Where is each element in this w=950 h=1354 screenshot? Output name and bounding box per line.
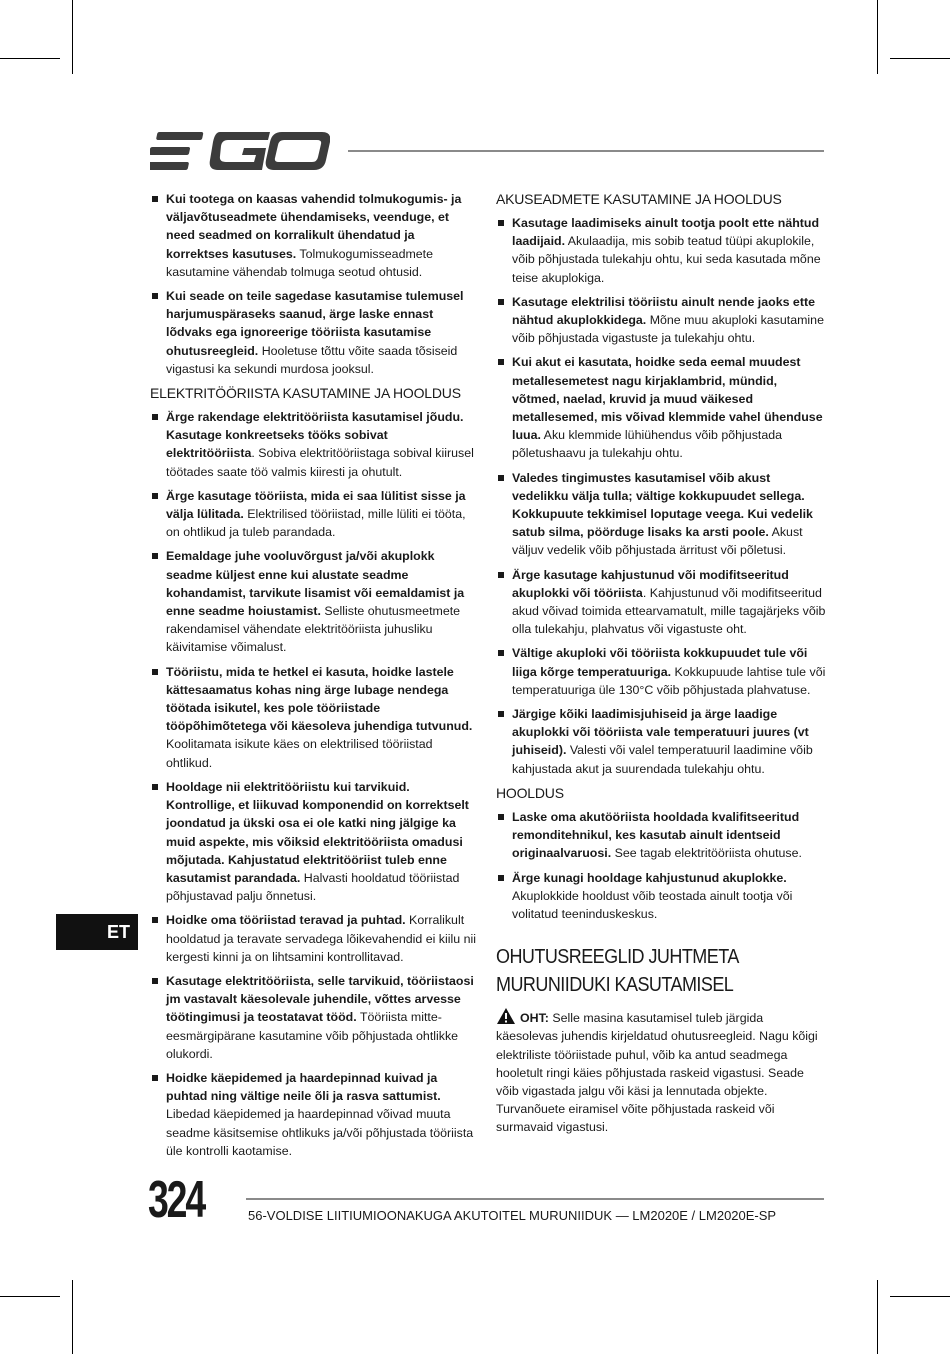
list-item: Kasutage laadimiseks ainult tootja poolt ette nähtud laadijaid. Akulaadija, mis sobib teatud tüüpi akuplokile, võib põhjustada tulekahju ohtu, kui seda kasutada mõne teise akuplokiga. xyxy=(496,214,826,287)
list-item: Kasutage elektritööriista, selle tarvikuid, tööriistaosi jm vastavalt käesolevale juhendile, võttes arvesse töötingimusi ja teostatavat tööd. Tööriista mitte-eesmärgipärane kasutamine võib põhjustada ohtlikke olukordi. xyxy=(150,972,478,1063)
list-item: Laske oma akutööriista hooldada kvalifitseeritud remonditehnikul, kes kasutab ainult identseid originaalvaruosi. See tagab elektritööriista ohutuse. xyxy=(496,808,826,863)
battery-list xyxy=(496,214,826,778)
warning-triangle-icon xyxy=(496,1007,516,1025)
power-tool-list xyxy=(150,408,478,1160)
warning-label: OHT: xyxy=(520,1011,549,1026)
crop-mark xyxy=(0,58,60,59)
header-rule xyxy=(348,150,824,152)
crop-mark xyxy=(0,1296,60,1297)
left-column xyxy=(150,190,478,1166)
crop-mark xyxy=(72,1280,73,1354)
crop-mark xyxy=(72,0,73,74)
list-item: Tööriistu, mida te hetkel ei kasuta, hoidke lastele kättesaamatus kohas ning ärge lubage nendega töötada isikutel, kes pole tööriistade tööpõhimõtetega või käesoleva juhendiga tutvunud. Koolitamata isikute käes on elektrilised tööriistad ohtlikud. xyxy=(150,663,478,772)
section-heading: HOOLDUS xyxy=(496,784,564,801)
crop-mark xyxy=(877,1280,878,1354)
list-item: Hoidke oma tööriistad teravad ja puhtad. Korralikult hooldatud ja teravate servadega lõikevahendid ei kiilu nii kergesti kinni ja on lihtsamini kontrollitavad. xyxy=(150,911,478,966)
service-list xyxy=(496,808,826,923)
list-item: Ärge kasutage tööriista, mida ei saa lülitist sisse ja välja lülitada. Elektrilised tööriistad, mille lüliti ei tööta, on ohtlikud ja tuleb parandada. xyxy=(150,487,478,542)
list-item: Kui tootega on kaasas vahendid tolmukogumis- ja väljavõtuseadmete ühendamiseks, veenduge, et need seadmed on korralikult ühendatud ja korrektses kasutuses. Tolmukogumisseadmete kasutamine vähendab tolmuga seotud ohtusid. xyxy=(150,190,478,281)
list-item: Hooldage nii elektritööriistu kui tarvikuid. Kontrollige, et liikuvad komponendid on korrektselt joondatud ja ükski osa ei ole katki ning jälgige ka muid aspekte, mis võiksid elektritööriista omadusi mõjutada. Kahjustatud elektritööriist tuleb enne kasutamist parandada. Halvasti hooldatud tööriistad põhjustavad palju õnnetusi. xyxy=(150,778,478,905)
list-item: Kui akut ei kasutata, hoidke seda eemal muudest metallesemetest nagu kirjaklambrid, mündid, võtmed, naelad, kruvid ja muud väikesed metallesemed, mis võivad klemmide vahel ühenduse luua. Aku klemmide lühiühendus võib põhjustada põletushaavu ja tulekahju ohtu. xyxy=(496,353,826,462)
mower-safety-heading: OHUTUSREEGLID JUHTMETA MURUNIIDUKI KASUTAMISEL xyxy=(496,946,738,997)
list-item: Eemaldage juhe vooluvõrgust ja/või akuplokk seadme küljest enne kui alustate seadme kohandamist, tarvikute lisamist või eemaldamist ja enne seadme hoiustamist. Selliste ohutusmeetmete rakendamisel vähendate elektritööriista juhusliku käivitamise võimalust. xyxy=(150,547,478,656)
ego-logo xyxy=(150,130,330,172)
page-number: 324 xyxy=(148,1171,204,1229)
list-item: Järgige kõiki laadimisjuhiseid ja ärge laadige akuplokki või tööriista vale temperatuuri juures (vt juhiseid). Valesti või valel temperatuuril laadimine võib kahjustada akut ja suurendada tulekahju ohtu. xyxy=(496,705,826,778)
crop-mark xyxy=(877,0,878,74)
list-item: Kui seade on teile sagedase kasutamise tulemusel harjumuspäraseks saanud, ärge laske ennast lõdvaks ega ignoreerige tööriista kasutamise ohutusreegleid. Hooletuse tõttu võite saada tõsiseid vigastusi ka sekundi murdosa jooksul. xyxy=(150,287,478,378)
section-heading: ELEKTRITÖÖRIISTA KASUTAMINE JA HOOLDUS xyxy=(150,385,461,402)
list-item: Ärge rakendage elektritööriista kasutamisel jõudu. Kasutage konkreetseks tööks sobivat elektritööriista. Sobiva elektritööriistaga sobival kiirusel töötades saate töö valmis kiiresti ja ohutult. xyxy=(150,408,478,481)
list-item: Hoidke käepidemed ja haardepinnad kuivad ja puhtad ning vältige neile õli ja rasva sattumist. Libedad käepidemed ja haardepinnad võivad muuta seadme käsitsemise ohtlikuks ja/või põhjustada tööriista üle kontrolli kaotamise. xyxy=(150,1069,478,1160)
list-item: Ärge kunagi hooldage kahjustunud akuplokke. Akuplokkide hooldust võib teostada ainult tootja või volitatud teeninduskeskus. xyxy=(496,869,826,924)
language-tab: ET xyxy=(56,914,138,950)
footer-text: 56-VOLDISE LIITIUMIOONAKUGA AKUTOITEL MURUNIIDUK — LM2020E / LM2020E-SP xyxy=(248,1208,777,1223)
footer-rule xyxy=(246,1198,824,1200)
section-heading: AKUSEADMETE KASUTAMINE JA HOOLDUS xyxy=(496,191,782,207)
list-item: Kasutage elektrilisi tööriistu ainult nende jaoks ette nähtud akuplokkidega. Mõne muu akuploki kasutamine võib põhjustada vigastuste ja tulekahju ohtu. xyxy=(496,293,826,348)
crop-mark xyxy=(890,1296,950,1297)
list-item: Valedes tingimustes kasutamisel võib akust vedelikku välja tulla; vältige kokkupuudet sellega. Kokkupuute tekkimisel loputage veega. Kui vedelik satub silma, pöörduge lisaks ka arsti poole. Akust väljuv vedelik võib põhjustada ärritust või põletusi. xyxy=(496,469,826,560)
right-column xyxy=(496,190,826,1137)
list-item: Ärge kasutage kahjustunud või modifitseeritud akuplokki või tööriista. Kahjustunud või modifitseeritud akud võivad toimida ettearvamatult, mille tagajärjeks võib olla tulekahju, plahvatus või vigastuste oht. xyxy=(496,566,826,639)
crop-mark xyxy=(890,58,950,59)
list-item: Vältige akuploki või tööriista kokkupuudet tule või liiga kõrge temperatuuriga. Kokkupuude lahtise tule või temperatuuriga üle 130°C võib põhjustada plahvatuse. xyxy=(496,644,826,699)
warning-paragraph xyxy=(496,1007,826,1136)
intro-list xyxy=(150,190,478,378)
warning-text: Selle masina kasutamisel tuleb järgida käesolevas juhendis kirjeldatud ohutusreegleid. Nagu kõigi elektriliste tööriistade puhul, võib ka antud seadmega hooletult ringi käies põhjustada raskeid vigastusi. Seade võib vigastada jalgu või käsi ja lennutada objekte. Turvanõuete eiramisel võite põhjustada raskeid või surmavaid vigastusi. xyxy=(496,1011,818,1135)
